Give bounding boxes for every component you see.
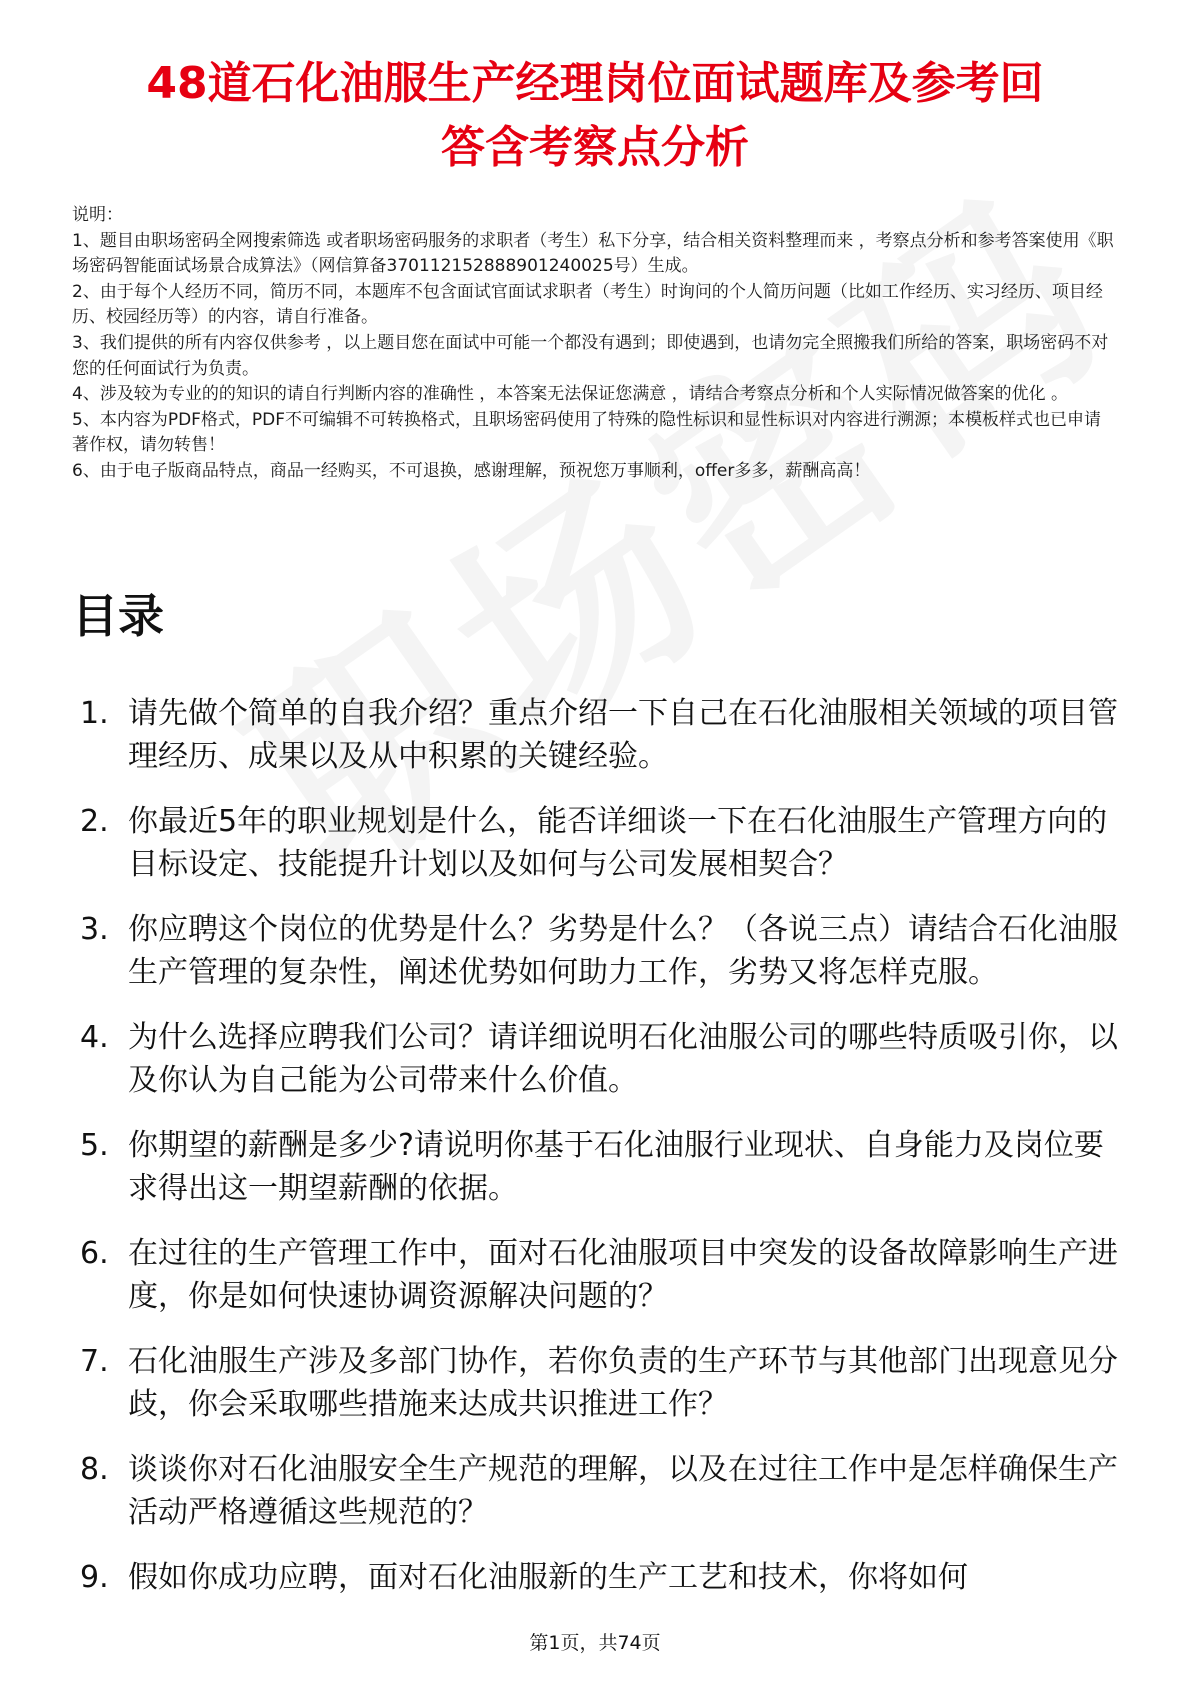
toc-item[interactable] (72, 1016, 1132, 1102)
toc-item-text: 石化油服生产涉及多部门协作，若你负责的生产环节与其他部门出现意见分歧，你会采取哪些措施来达成共识推进工作？ (128, 1344, 1118, 1422)
note-item: 6、由于电子版商品特点，商品一经购买，不可退换，感谢理解，预祝您万事顺利，offer多多，薪酬高高！ (72, 460, 871, 481)
toc-item[interactable] (72, 908, 1132, 994)
toc-item-text: 在过往的生产管理工作中，面对石化油服项目中突发的设备故障影响生产进度，你是如何快速协调资源解决问题的？ (128, 1236, 1118, 1314)
toc-item-number: 9. (80, 1560, 109, 1595)
toc-item-number: 1. (80, 696, 109, 731)
note-item: 2、由于每个人经历不同，简历不同，本题库不包含面试官面试求职者（考生）时询问的个人简历问题（比如工作经历、实习经历、项目经历、校园经历等）的内容，请自行准备。 (72, 281, 1103, 328)
toc-item-text: 为什么选择应聘我们公司？请详细说明石化油服公司的哪些特质吸引你，以及你认为自己能为公司带来什么价值。 (128, 1020, 1118, 1098)
toc-item-number: 4. (80, 1020, 109, 1055)
toc-item-number: 8. (80, 1452, 109, 1487)
toc-item[interactable] (72, 1340, 1132, 1426)
toc-item[interactable] (72, 692, 1132, 778)
page-footer: 第1页，共74页 (529, 1632, 661, 1654)
toc-item-text: 请先做个简单的自我介绍？重点介绍一下自己在石化油服相关领域的项目管理经历、成果以及从中积累的关键经验。 (128, 696, 1118, 774)
toc-item-number: 7. (80, 1344, 109, 1379)
toc-item[interactable] (72, 1124, 1132, 1210)
note-item: 4、涉及较为专业的的知识的请自行判断内容的准确性 ，本答案无法保证您满意 ，请结合考察点分析和个人实际情况做答案的优化 。 (72, 384, 1069, 405)
toc-item-text: 你期望的薪酬是多少?请说明你基于石化油服行业现状、自身能力及岗位要求得出这一期望薪酬的依据。 (128, 1128, 1104, 1206)
toc-item[interactable] (72, 1556, 1132, 1599)
notes-section (72, 203, 1117, 485)
note-item: 3、我们提供的所有内容仅供参考 ，以上题目您在面试中可能一个都没有遇到；即使遇到，也请勿完全照搬我们所给的答案，职场密码不对您的任何面试行为负责。 (72, 332, 1109, 379)
toc-item-text: 假如你成功应聘，面对石化油服新的生产工艺和技术，你将如何 (128, 1560, 968, 1595)
toc-item[interactable] (72, 1232, 1132, 1318)
toc-heading: 目录 (72, 589, 164, 643)
toc-item-number: 2. (80, 804, 109, 839)
toc-item[interactable] (72, 800, 1132, 886)
toc-item-text: 谈谈你对石化油服安全生产规范的理解，以及在过往工作中是怎样确保生产活动严格遵循这些规范的？ (128, 1452, 1118, 1530)
toc-item[interactable] (72, 1448, 1132, 1534)
title-line-1: 48道石化油服生产经理岗位面试题库及参考回 (146, 58, 1044, 109)
toc-list (72, 692, 1132, 1621)
toc-item-number: 3. (80, 912, 109, 947)
toc-item-text: 你应聘这个岗位的优势是什么？劣势是什么？（各说三点）请结合石化油服生产管理的复杂性，阐述优势如何助力工作，劣势又将怎样克服。 (128, 912, 1118, 990)
title-line-2: 答含考察点分析 (441, 122, 749, 173)
document-title (60, 52, 1130, 180)
note-item: 1、题目由职场密码全网搜索筛选 或者职场密码服务的求职者（考生）私下分享，结合相关资料整理而来 ，考察点分析和参考答案使用《职场密码智能面试场景合成算法》（网信算备370112152888901240025号）生成。 (72, 230, 1114, 277)
note-item: 5、本内容为PDF格式，PDF不可编辑不可转换格式，且职场密码使用了特殊的隐性标识和显性标识对内容进行溯源；本模板样式也已申请著作权，请勿转售！ (72, 409, 1102, 456)
toc-item-number: 5. (80, 1128, 109, 1163)
toc-item-text: 你最近5年的职业规划是什么，能否详细谈一下在石化油服生产管理方向的目标设定、技能提升计划以及如何与公司发展相契合？ (128, 804, 1108, 882)
toc-item-number: 6. (80, 1236, 109, 1271)
notes-heading: 说明： (72, 205, 123, 225)
